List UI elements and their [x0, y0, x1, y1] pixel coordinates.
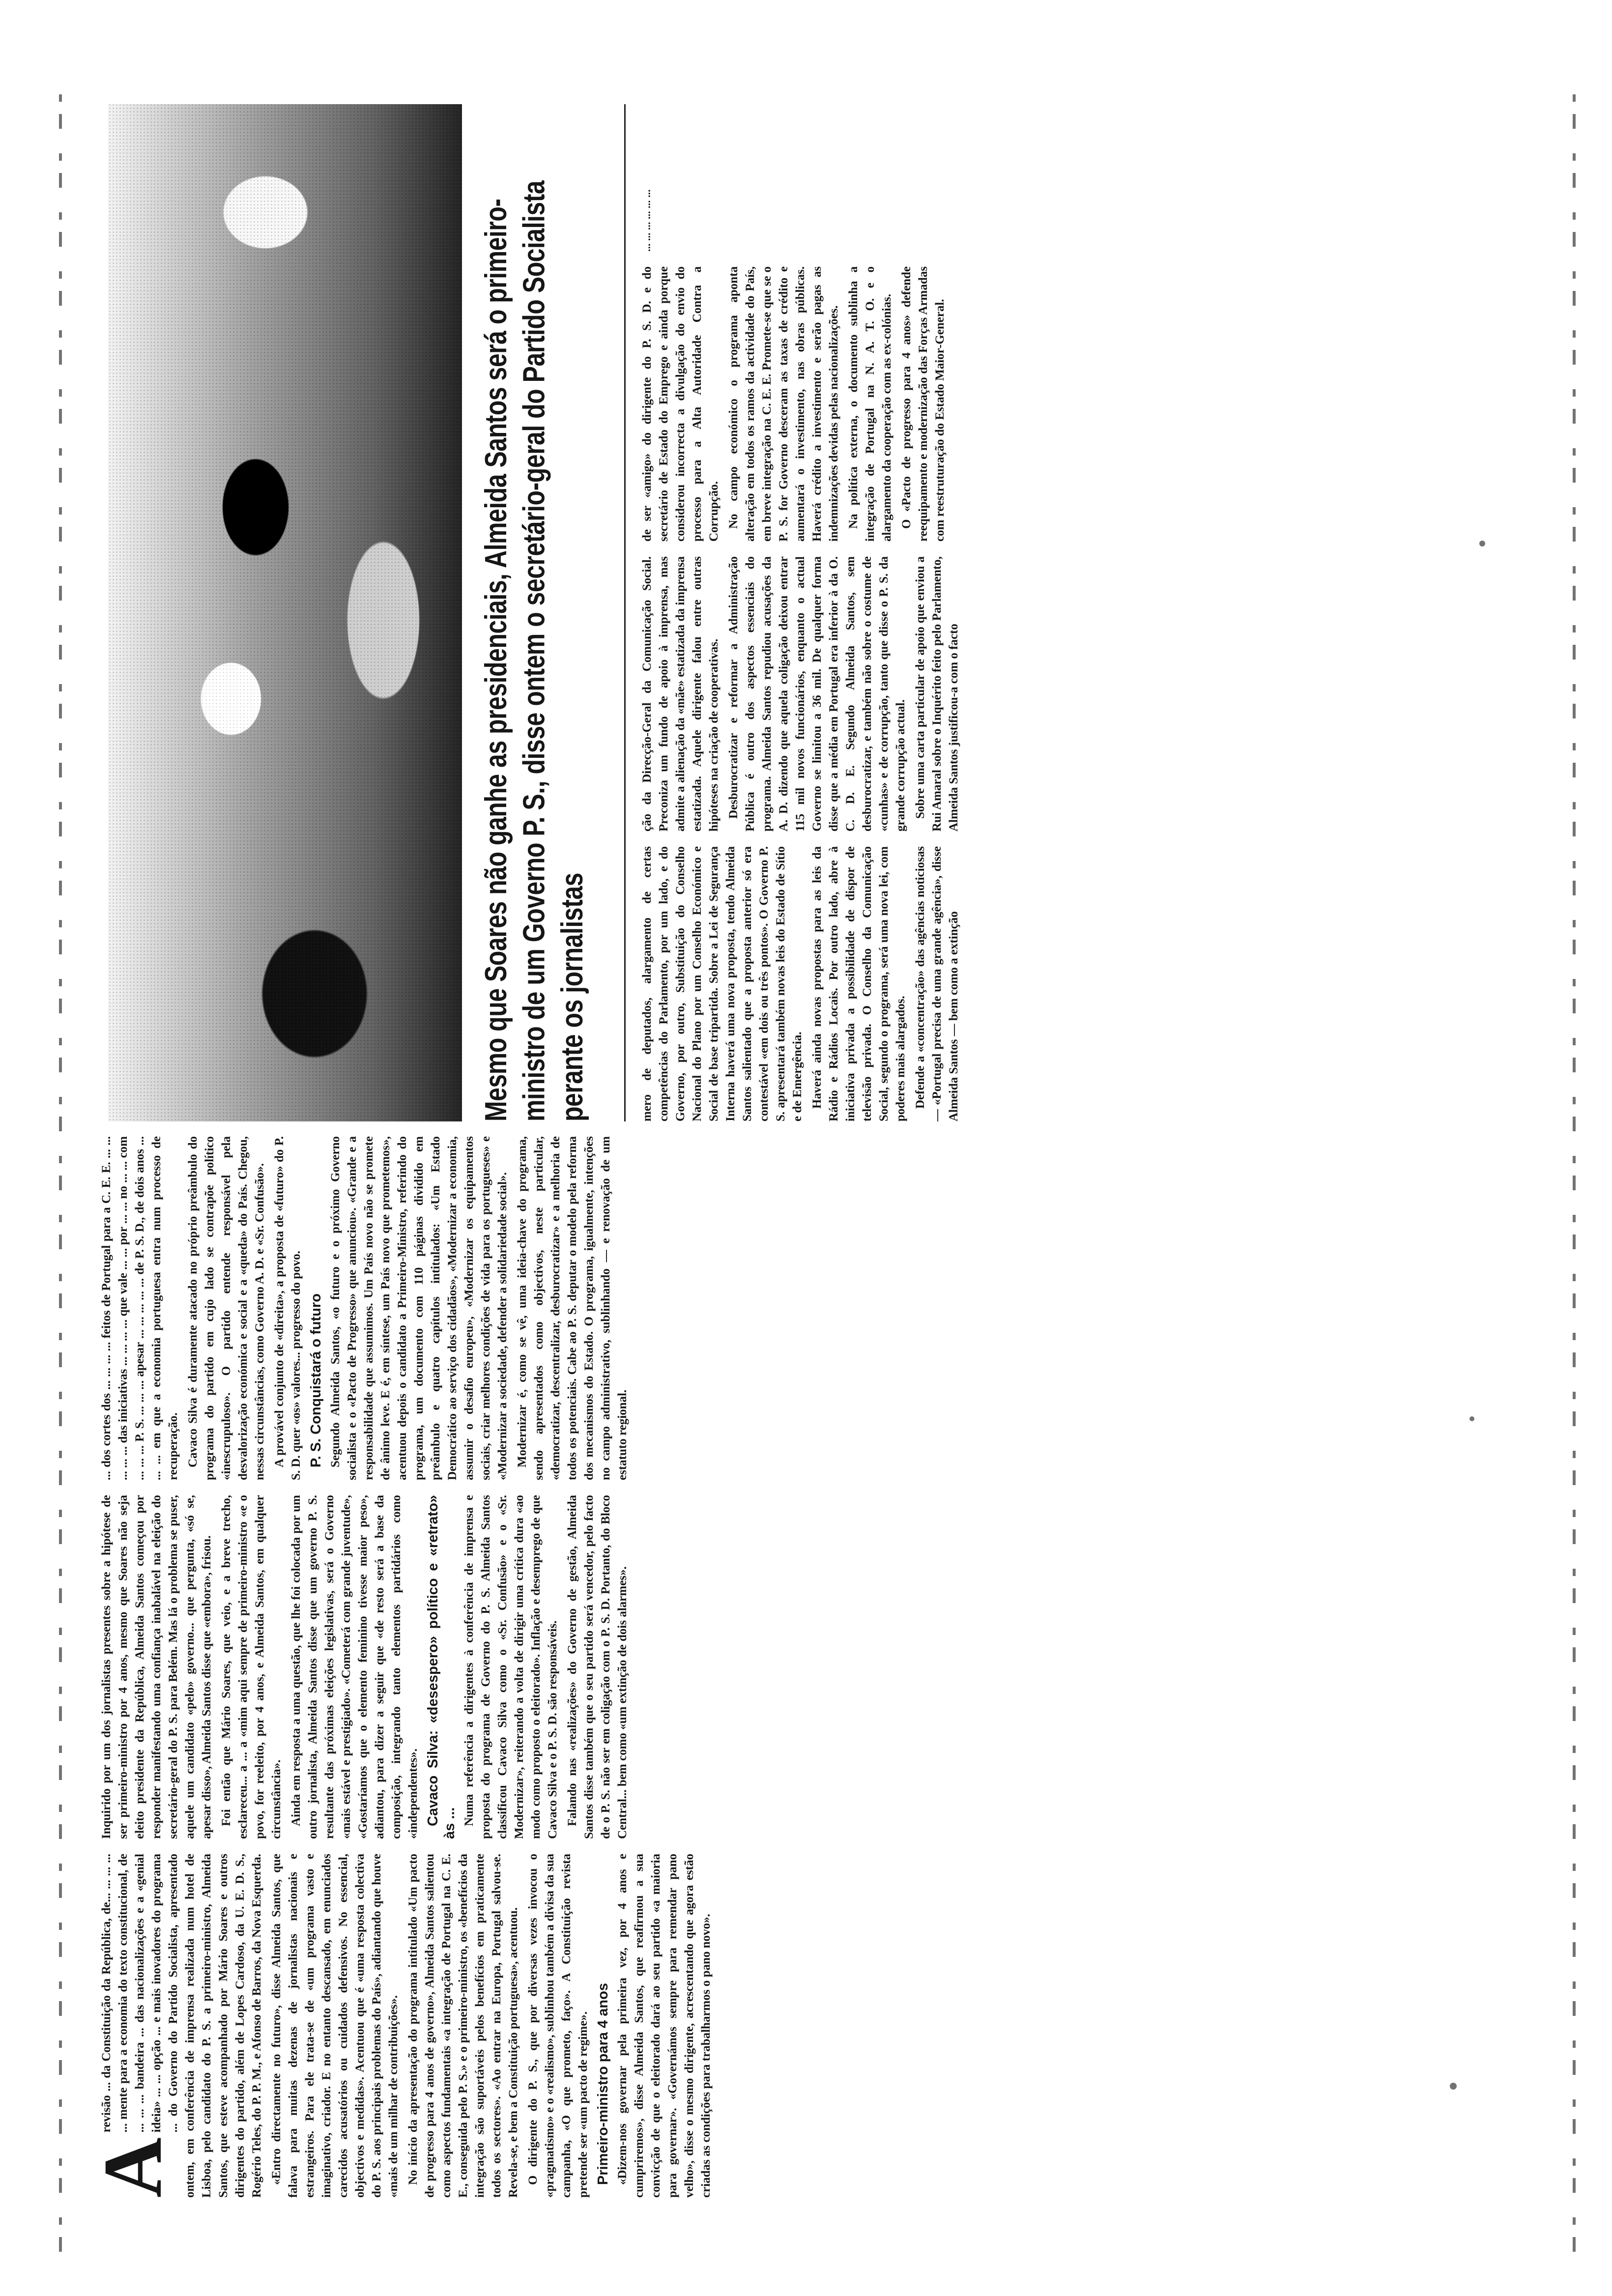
paragraph: ... ... ... ... ... ...	[640, 189, 653, 252]
paragraph: «Dizem-nos governar pela primeira vez, por 4 anos e cumpriremos», disse Almeida Santos, que reafirmou a sua convicção de que o eleitorado dará ao seu partido «a maioria para governar». «Governámos sempre para remendar pano velho», disse o mesmo dirigente, acrescentando que agora estão criadas as condições para trabalharmos o pano novo».	[616, 1854, 713, 2198]
article-column-7	[639, 104, 1386, 252]
headline-rule	[624, 104, 626, 1121]
paragraph: Foi então que Mário Soares, que veio, e a breve trecho, esclareceu... a ... a «mim aqui sempre de primeiro-ministro «e o povo, for reeleito, por 4 anos, e Almeida Santos, em qualquer circunstância».	[220, 1495, 283, 1839]
paragraph: ção da Direcção-Geral da Comunicação Social. Preconiza um fundo de apoio à imprensa, mas admite a alienação da «mãe» estatizada da imprensa estatizada. Aquele dirigente falou entre outras hipóteses na criação de cooperativas.	[640, 556, 720, 832]
paragraph: O «Pacto de progresso para 4 anos» defende reequipamento e modernização das Forças Armadas com reestruturação do Estado Maior-General.	[900, 266, 947, 542]
subheading: P. S. Conquistará o futuro	[308, 1293, 324, 1467]
article-column-4	[639, 846, 1386, 1121]
scan-artifact	[1469, 1416, 1474, 1421]
article-column-1	[86, 1854, 1386, 2198]
paragraph: de ser «amigo» do dirigente do P. S. D. e do secretário de Estado do Emprego e ainda porque considerou incorrecta a divulgação do envio do processo para a Alta Autoridade Contra a Corrupção.	[640, 266, 720, 542]
paragraph: «Entro directamente no futuro», disse Almeida Santos, que falava para muitas dezenas de jornalistas nacionais e estrangeiros. Para ele trata-se de «um programa vasto e imaginativo, criador. E no entanto descansado, em enunciados carecidos acusatórios ou cuidados defensivos. No essencial, objectivos e medidas». Acentuou que é «uma resposta colectiva do P. S. aos principais problemas do País», adiantando que houve «mais de um milhar de contribuições».	[270, 1854, 400, 2198]
paragraph: Na política externa, o documento sublinha a integração de Portugal na N. A. T. O. e o alargamento da cooperação com as ex-colónias.	[847, 266, 893, 542]
paragraph: No início da apresentação do programa intitulado «Um pacto de progresso para 4 anos de governo», Almeida Santos salientou como aspectos fundamentais «a integração de Portugal na C. E. E., conseguida pelo P. S.» e o primeiro-ministro, os «benefícios da integração são suportáveis pelos benefícios em praticamente todos os sectores». «Ao entrar na Europa, Portugal salvou-se. Revela-se, e bem a Constituição portuguesa», acentuou.	[406, 1854, 520, 2198]
lead-text: revisão ... da Constituição da República, de... ... ... ... ... mente para a economia do texto constitucional, de ... ... ... bandeira ... das nacionalizações e a «genial ideia» ... ... opção ... e mais inovadores do programa ... do Governo do Partido Socialista, apresentado ontem, em conferência de imprensa realizada num hotel de Lisboa, pelo candidato do P. S. a primeiro-ministro, Almeida Santos, que esteve acompanhado por Mário Soares e outros dirigentes do partido, além de Lopes Cardoso, da U. E. D. S., Rogério Teles, do P. P. M., e Afonso de Barros, da Nova Esquerda.	[100, 1854, 263, 2198]
scan-edge-bottom	[1573, 89, 1576, 2252]
scan-artifact	[1450, 2083, 1457, 2090]
newspaper-clipping	[86, 94, 1568, 2232]
paragraph: Modernizar é, como se vê, uma ideia-chave do programa, sendo apresentados como objectivos, neste particular, «democratizar, descentralizar, desburocratizar» e a melhoria de todos os potenciais. Cabe ao P. S. deputar o modelo pela reforma dos mecanismos do Estado. O programa, igualmente, intenções no campo administrativo, sublinhando — e renovação de um estatuto regional.	[516, 1136, 629, 1480]
paragraph: Numa referência a dirigentes à conferência de imprensa e proposta do programa de Governo do P. S. Almeida Santos classificou Cavaco Silva como o «Sr. Confusão» e o «Sr. Modernizar», reiterando a volta de dirigir uma crítica dura «ao modo como proposto o eleitorado». Inflação e desemprego de que Cavaco Silva e o P. S. D. são responsáveis.	[462, 1495, 559, 1839]
lead-paragraph	[86, 1854, 265, 2198]
paragraph: Falando nas «realizações» do Governo de gestão, Almeida Santos disse também que o seu partido será vencedor, pelo facto de o P. S. não ser em coligação com o P. S. D. Portanto, do Bloco Central... bem como «um extinção de dois alarmes».	[566, 1495, 629, 1839]
paragraph: Defende a «concentração» das agências noticiosas — «Portugal precisa de uma grande agência», disse Almeida Santos — bem como a extinção	[914, 846, 960, 1121]
article-column-5	[639, 556, 1386, 832]
paragraph: Cavaco Silva é duramente atacado no próprio preâmbulo do programa do partido em cujo lado se contrapõe político «inescrupuloso». O partido entende responsável pela desvalorização económica e social e a «queda» do País. Chegou, nessas circunstâncias, como Governo A. D. e «Sr. Confusão».	[186, 1136, 266, 1480]
paragraph: Haverá ainda novas propostas para as leis da Rádio e Rádios Locais. Por outro lado, abre à iniciativa privada a possibilidade de dispor de televisão privada. O Conselho da Comunicação Social, segundo o programa, será uma nova lei, com poderes mais alargados.	[810, 846, 907, 1121]
paragraph: mero de deputados, alargamento de certas competências do Parlamento, por um lado, e do Governo, por outro, Substituição do Conselho Nacional do Plano por um Conselho Económico e Social de base tripartida. Sobre a Lei de Segurança Interna haverá uma nova proposta, tendo Almeida Santos salientado que a proposta anterior só era contestável «em dois ou três pontos». O Governo P. S. apresentará também novas leis do Estado de Sítio e de Emergência.	[640, 846, 804, 1121]
news-photo	[108, 104, 462, 1121]
paragraph: O dirigente do P. S., que por diversas vezes invocou o «pragmatismo» e o «realismo», sublinhou também a divisa da sua campanha, «O que prometo, faço». A Constituição revista pretende ser «um pacto de regime».	[526, 1854, 590, 2198]
paragraph: Desburocratizar e reformar a Administração Pública é outro dos aspectos essenciais do programa. Almeida Santos repudiou acusações da A. D. dizendo que aquela coligação deixou entrar 115 mil novos funcionários, enquanto o actual Governo se limitou a 36 mil. De qualquer forma disse que a média em Portugal era inferior à da O. C. D. E. Segundo Almeida Santos, sem desburocratizar, e também não sobre o costume de «cunhas» e de corrupção, tanto que disse o P. S. da grande corrupção actual.	[727, 556, 907, 832]
paragraph: No campo económico o programa aponta alteração em todos os ramos da actividade do País, em breve integração na C. E. E. Promete-se que se o P. S. for Governo desceram as taxas de crédito e aumentará o investimento, nas obras públicas. Haverá crédito a investimento e serão pagas as indemnizações devidas pelas nacionalizações.	[727, 266, 840, 542]
drop-cap: A	[86, 2137, 179, 2198]
article-column-2	[98, 1495, 1386, 1839]
photo-headline: Mesmo que Soares não ganhe as presidenciais, Almeida Santos será o primeiro-ministro de um Governo P. S., disse ontem o secretário-geral do Partido Socialista perante os jornalistas	[478, 180, 589, 1121]
article-column-3	[98, 1136, 1386, 1480]
paragraph: Segundo Almeida Santos, «o futuro e o próximo Governo socialista e o «Pacto de Progresso» que anunciou». «Grande e a responsabilidade que assumimos. Um País novo não se promete de ânimo leve. E é, em síntese, um País novo que prometemos», acentuou depois o candidato a Primeiro-Ministro, referindo do programa, um documento com 110 páginas dividido em preâmbulo e quatro capítulos intitulados: «Um Estado Democrático ao serviço dos cidadãos», «Modernizar a economia, assumir o desafio europeu», «Modernizar os equipamentos sociais, criar melhores condições de vida para os portugueses» e «Modernizar a sociedade, defender a solidariedade social».	[329, 1136, 509, 1480]
paragraph: Sobre uma carta particular de apoio que enviou a Rui Amaral sobre o Inquérito feito pelo Parlamento, Almeida Santos justificou-a com o facto	[914, 556, 960, 832]
subheading: Primeiro-ministro para 4 anos	[595, 1983, 611, 2185]
paragraph: Inquirido por um dos jornalistas presentes sobre a hipótese de ser primeiro-ministro por 4 anos, mesmo que Soares não seja eleito presidente da República, Almeida Santos começou por responder manifestando uma confiança inabalável na eleição do secretário-geral do P. S. para Belém. Mas lá o problema se puser, aquele um candidato «pelo» governo... que pergunta, «só se, apesar disso», Almeida Santos disse que «embora», frisou.	[100, 1495, 213, 1839]
paragraph: A provável conjunto de «direita», a proposta de «futuro» do P. S. D. quer «os» valores... progresso do povo.	[273, 1136, 303, 1480]
subheading: Cavaco Silva: «desespero» político e «retrato» às ...	[425, 1495, 458, 1839]
scan-artifact	[1479, 541, 1485, 546]
article-column-6	[639, 266, 1386, 542]
scan-edge-top	[59, 89, 62, 2252]
paragraph: Ainda em resposta a uma questão, que lhe foi colocada por um outro jornalista, Almeida Santos disse que um governo P. S. resultante das próximas eleições legislativas, será o Governo «mais estável e prestigiado». «Cometerá com grande juventude», «Gostaríamos que o elemento feminino tivesse maior peso», adiantou, para dizer a seguir que «de resto será a base da composição, integrando tanto elementos partidários como «independentes».	[289, 1495, 420, 1839]
paragraph: ... dos cortes dos ... ... ... ... feitos de Portugal para a C. E. E. ... ... ... ... ... das iniciativas ... ... ... ... que vale ... ... por ... ... no ... ... com ... ... ... P. S. ... ... ... apesar ... ... ... ... ... de P. S. D., de dois anos ... ... ... em que a economia portuguesa entra num processo de recuperação.	[100, 1136, 180, 1480]
